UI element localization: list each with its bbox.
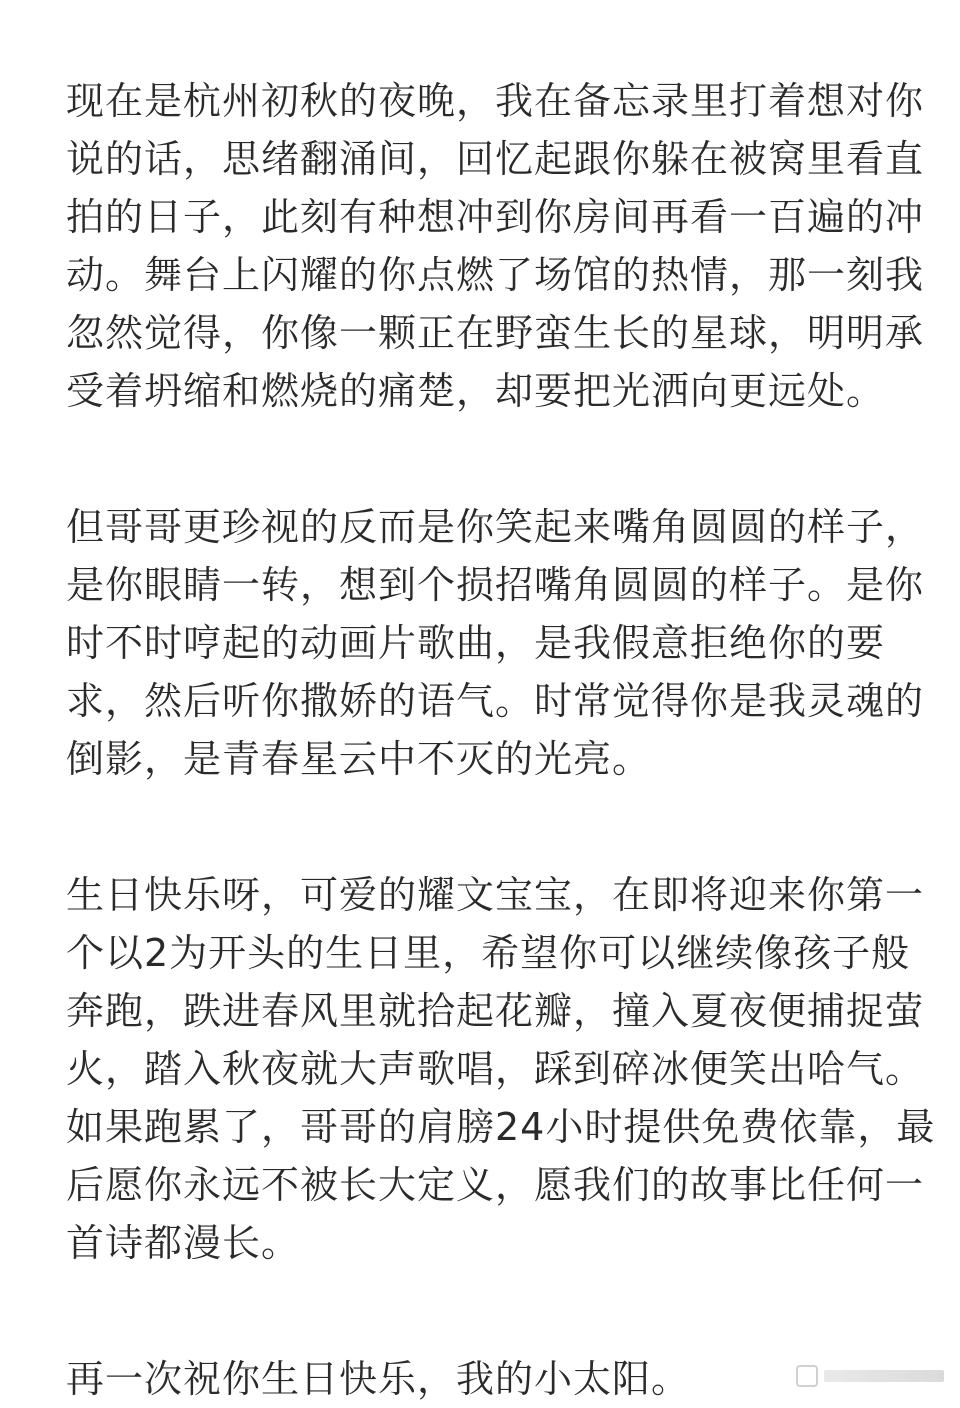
paragraph-spacer <box>66 1272 896 1350</box>
text-line: 火，踏入秋夜就大声歌唱，踩到碎冰便笑出哈气。 <box>66 1047 925 1091</box>
text-line: 再一次祝你生日快乐，我的小太阳。 <box>66 1357 691 1401</box>
text-line: 个以2为开头的生日里，希望你可以继续像孩子般 <box>66 931 911 975</box>
paragraph-2 <box>66 498 925 788</box>
text-line: 动。舞台上闪耀的你点燃了场馆的热情，那一刻我 <box>66 253 925 297</box>
text-line: 生日快乐呀，可爱的耀文宝宝，在即将迎来你第一 <box>66 873 925 917</box>
text-line: 后愿你永远不被长大定义，愿我们的故事比任何一 <box>66 1163 925 1207</box>
text-line: 时不时哼起的动画片歌曲，是我假意拒绝你的要 <box>66 621 886 665</box>
text-line: 但哥哥更珍视的反而是你笑起来嘴角圆圆的样子， <box>66 505 925 549</box>
paragraph-4 <box>66 1350 896 1408</box>
text-line: 首诗都漫长。 <box>66 1221 301 1265</box>
paragraph-spacer <box>66 788 896 866</box>
text-line: 如果跑累了，哥哥的肩膀24小时提供免费依靠，最 <box>66 1105 936 1149</box>
text-line: 现在是杭州初秋的夜晚，我在备忘录里打着想对你 <box>66 79 925 123</box>
watermark-bar <box>824 1370 944 1382</box>
watermark <box>796 1365 944 1387</box>
memo-note <box>66 72 936 1408</box>
text-line: 说的话，思绪翻涌间，回忆起跟你躲在被窝里看直 <box>66 137 925 181</box>
text-line: 倒影，是青春星云中不灭的光亮。 <box>66 737 652 781</box>
paragraph-1 <box>66 72 925 420</box>
text-line: 忽然觉得，你像一颗正在野蛮生长的星球，明明承 <box>66 311 925 355</box>
watermark-logo-icon <box>796 1365 818 1387</box>
text-line: 是你眼睛一转，想到个损招嘴角圆圆的样子。是你 <box>66 563 925 607</box>
text-line: 奔跑，跌进春风里就拾起花瓣，撞入夏夜便捕捉萤 <box>66 989 925 1033</box>
text-line: 受着坍缩和燃烧的痛楚，却要把光洒向更远处。 <box>66 369 886 413</box>
paragraph-spacer <box>66 420 896 498</box>
text-line: 拍的日子，此刻有种想冲到你房间再看一百遍的冲 <box>66 195 925 239</box>
paragraph-3 <box>66 866 936 1272</box>
text-line: 求，然后听你撒娇的语气。时常觉得你是我灵魂的 <box>66 679 925 723</box>
